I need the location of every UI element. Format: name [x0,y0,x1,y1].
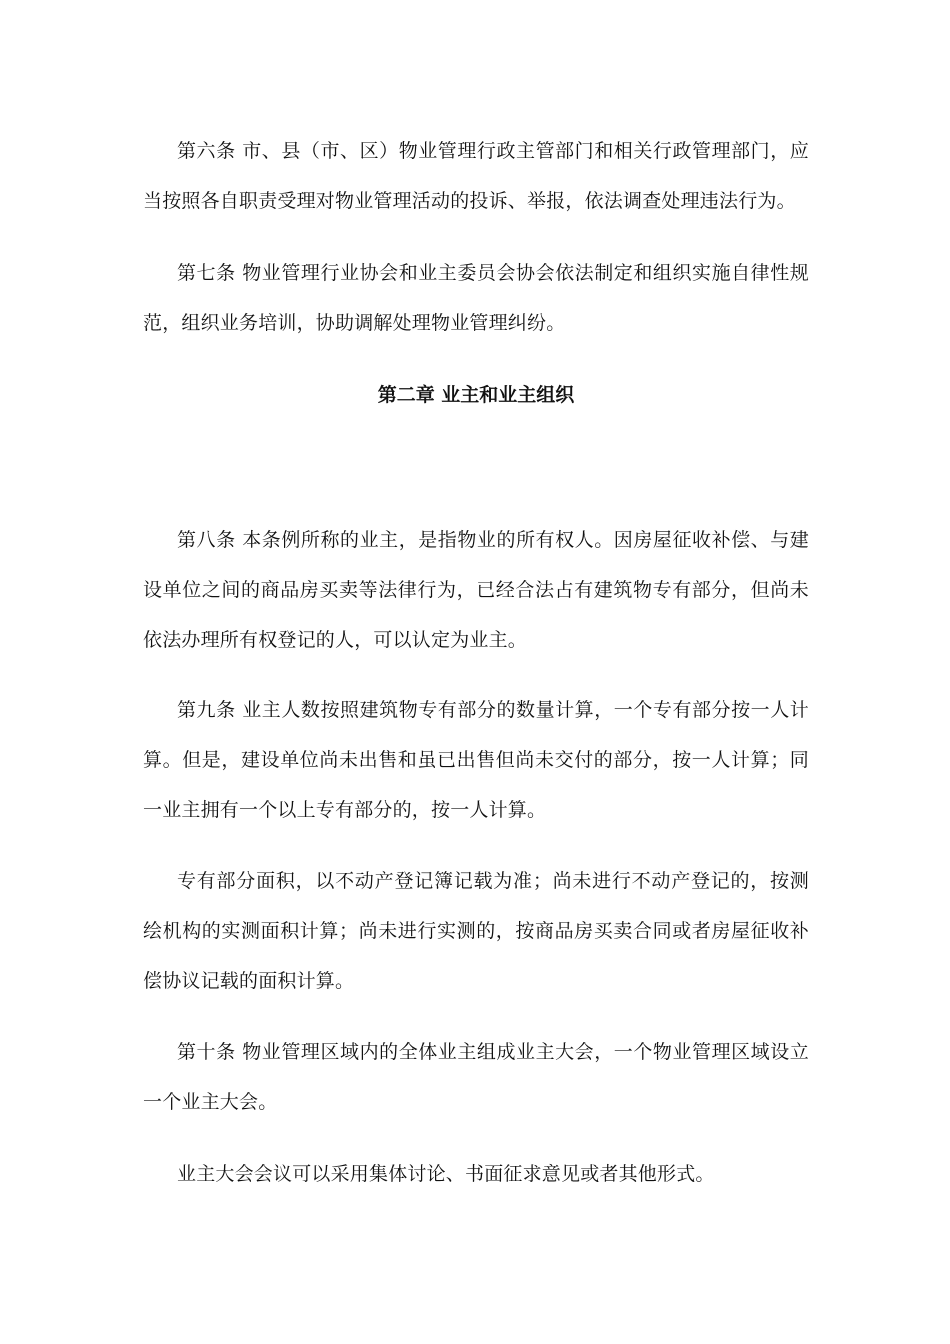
article-10-paragraph: 第十条 物业管理区域内的全体业主组成业主大会，一个物业管理区域设立一个业主大会。 [143,1041,809,1113]
article-8-paragraph: 第八条 本条例所称的业主，是指物业的所有权人。因房屋征收补偿、与建设单位之间的商品房买卖等法律行为，已经合法占有建筑物专有部分，但尚未依法办理所有权登记的人，可以认定为业主。 [143,529,809,651]
article-6-paragraph: 第六条 市、县（市、区）物业管理行政主管部门和相关行政管理部门，应当按照各自职责受理对物业管理活动的投诉、举报，依法调查处理违法行为。 [143,140,809,212]
article-7-paragraph: 第七条 物业管理行业协会和业主委员会协会依法制定和组织实施自律性规范，组织业务培训，协助调解处理物业管理纠纷。 [143,262,809,334]
chapter-2-heading: 第二章 业主和业主组织 [377,384,575,406]
article-9-area-paragraph: 专有部分面积，以不动产登记簿记载为准；尚未进行不动产登记的，按测绘机构的实测面积计算；尚未进行实测的，按商品房买卖合同或者房屋征收补偿协议记载的面积计算。 [143,870,809,992]
article-10-meeting-paragraph: 业主大会会议可以采用集体讨论、书面征求意见或者其他形式。 [177,1163,715,1185]
article-9-paragraph: 第九条 业主人数按照建筑物专有部分的数量计算，一个专有部分按一人计算。但是，建设单位尚未出售和虽已出售但尚未交付的部分，按一人计算；同一业主拥有一个以上专有部分的，按一人计算。 [143,699,809,821]
